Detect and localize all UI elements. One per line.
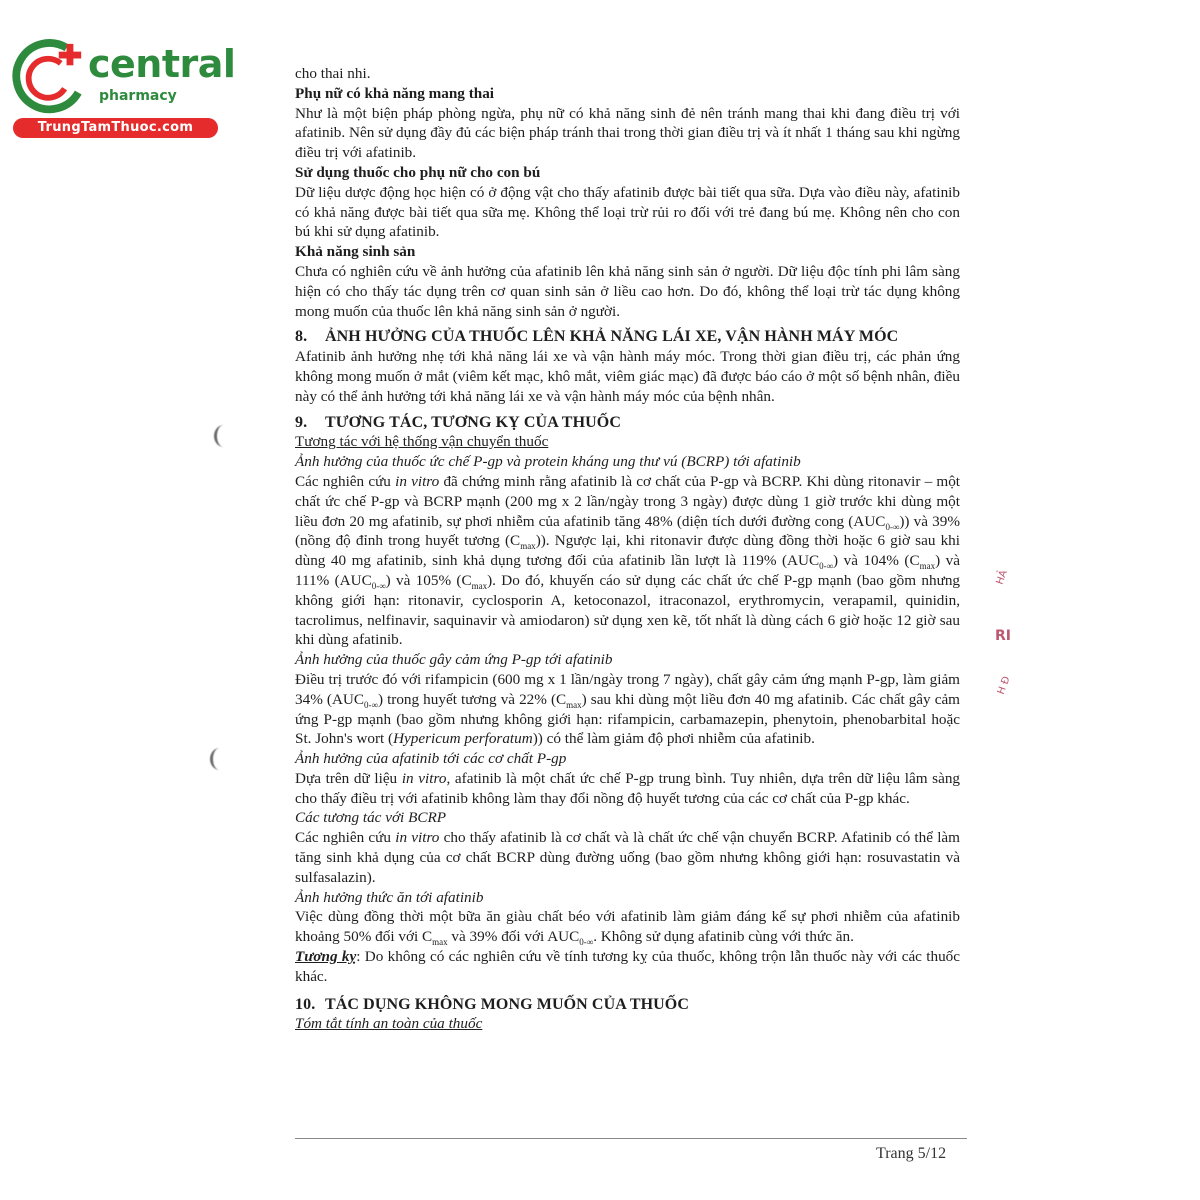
- section-10-heading: [295, 995, 960, 1015]
- subheading-fertility: Khả năng sinh sản: [295, 243, 416, 261]
- subheading-pgp-substrates: Ảnh hưởng của afatinib tới các cơ chất P-gp: [295, 750, 567, 768]
- subheading-pgp-inducers: Ảnh hưởng của thuốc gây cảm ứng P-gp tới afatinib: [295, 651, 613, 669]
- paragraph-bcrp: Các nghiên cứu in vitro cho thấy afatinib là cơ chất và là chất ức chế vận chuyển BCRP. Afatinib có thể làm tăng sinh khả dụng của cơ chất BCRP dùng đường uống (bao gồm nhưng không giới hạn: rosuvastatin và sulfasalazin).: [295, 829, 960, 886]
- paragraph: Chưa có nghiên cứu về ảnh hưởng của afatinib lên khả năng sinh sản ở người. Dữ liệu độc tính phi lâm sàng hiện có cho thấy tác dụng trên cơ quan sinh sản ở liều cao hơn. Do đó, không thể loại trừ tác dụng không mong muốn của thuốc lên khả năng sinh sản ở người.: [295, 262, 960, 320]
- punch-hole-mark: [214, 425, 233, 447]
- logo-site-badge: TrungTamThuoc.com: [13, 118, 218, 138]
- section-8-heading: [295, 327, 960, 347]
- subheading-transport: Tương tác với hệ thống vận chuyển thuốc: [295, 433, 549, 451]
- subheading-safety-summary: Tóm tắt tính an toàn của thuốc: [295, 1015, 483, 1033]
- logo-subtitle: pharmacy: [99, 88, 177, 104]
- stamp-fragment: RI: [995, 628, 1011, 644]
- paragraph: Afatinib ảnh hưởng nhẹ tới khả năng lái xe và vận hành máy móc. Trong thời gian điều trị, các phản ứng không mong muốn ở mắt (viêm kết mạc, khô mắt, viêm giác mạc) đã được báo cáo ở một số bệnh nhân, điều này có thể ảnh hưởng tới khả năng lái xe và vận hành máy móc của bệnh nhân.: [295, 348, 960, 405]
- stamp-fragment: HẢ: [994, 568, 1010, 587]
- paragraph: Dữ liệu dược động học hiện có ở động vật cho thấy afatinib được bài tiết qua sữa. Dựa vào điều này, afatinib có khả năng được bài tiết qua sữa mẹ. Không thể loại trừ rủi ro đối với trẻ đang bú mẹ. Không nên cho con bú khi sử dụng afatinib.: [295, 183, 960, 241]
- section-9-heading: [295, 413, 960, 433]
- subheading-bcrp: Các tương tác với BCRP: [295, 809, 447, 827]
- pharmacy-logo-icon: [10, 38, 88, 116]
- section-number: 10.: [295, 995, 316, 1013]
- paragraph-substrates: Dựa trên dữ liệu in vitro, afatinib là một chất ức chế P-gp trung bình. Tuy nhiên, dựa trên dữ liệu lâm sàng cho thấy điều trị với afatinib không làm thay đổi nồng độ huyết tương của các cơ chất của P-gp khác.: [295, 769, 961, 807]
- section-number: 8.: [295, 328, 308, 346]
- section-title: ẢNH HƯỞNG CỦA THUỐC LÊN KHẢ NĂNG LÁI XE, VẬN HÀNH MÁY MÓC: [325, 328, 899, 346]
- paragraph-inhibitors: Các nghiên cứu in vitro đã chứng minh rằng afatinib là cơ chất của P-gp và BCRP. Khi dùng ritonavir – một chất ức chế P-gp và BCRP mạnh (200 mg x 2 lần/ngày trong 3 ngày) được dùng 1 giờ trước khi dùng một liều đơn 20 mg afatinib, sự phơi nhiễm của afatinib tăng 48% (diện tích dưới đường cong $(AUC_{0-\infty})$) và 39% (nồng độ đỉnh trong huyết tương $(C_{max})$). Ngược lại, khi ritonavir được dùng đồng thời hoặc 6 giờ sau khi dùng 40 mg afatinib, sinh khả dụng tương đối của afatinib lần lượt là 119% $(AUC_{0-\infty})$ và 104% $(C_{max})$ và 111% $(AUC_{0-\infty})$ và 105% $(C_{max})$. Do đó, khuyến cáo sử dụng các chất ức chế P-gp mạnh (bao gồm nhưng không giới hạn: ritonavir, cyclosporin A, ketoconazol, itraconazol, erythromycin, verapamil, quinidin, tacrolimus, nelfinavir, saquinavir và amiodaron) sử dụng xen kẽ, tốt nhất là dùng cách 6 giờ hoặc 12 giờ sau khi dùng afatinib.: [295, 472, 961, 649]
- footer-divider: [295, 1138, 967, 1139]
- section-title: TƯƠNG TÁC, TƯƠNG KỴ CỦA THUỐC: [325, 413, 621, 431]
- paragraph: cho thai nhi.: [295, 65, 371, 82]
- subheading-pgp-inhibitors: Ảnh hưởng của thuốc ức chế P-gp và protein kháng ung thư vú (BCRP) tới afatinib: [295, 453, 801, 471]
- subheading-food: Ảnh hưởng thức ăn tới afatinib: [295, 888, 484, 906]
- punch-hole-mark: [210, 748, 229, 770]
- subheading-breastfeeding: Sử dụng thuốc cho phụ nữ cho con bú: [295, 163, 541, 181]
- logo-brand: central: [88, 42, 236, 86]
- paragraph: Như là một biện pháp phòng ngừa, phụ nữ có khả năng sinh đẻ nên tránh mang thai khi đang điều trị với afatinib. Nên sử dụng đầy đủ các biện pháp tránh thai trong thời gian điều trị và ít nhất 1 tháng sau khi ngừng điều trị với afatinib.: [295, 104, 960, 162]
- paragraph-incompatibility: Tương kỵ: Do không có các nghiên cứu về tính tương kỵ của thuốc, không trộn lẫn thuốc này với các thuốc khác.: [295, 948, 960, 985]
- paragraph-food: Việc dùng đồng thời một bữa ăn giàu chất béo với afatinib làm giảm đáng kể sự phơi nhiễm của afatinib khoảng 50% đối với $C_{max}$ và 39% đối với $AUC_{0-\infty}$. Không sử dụng afatinib cùng với thức ăn.: [295, 908, 960, 948]
- central-pharmacy-logo: [10, 38, 236, 138]
- section-number: 9.: [295, 413, 308, 431]
- page-number: Trang 5/12: [876, 1145, 947, 1162]
- document-page: [295, 64, 960, 1034]
- section-title: TÁC DỤNG KHÔNG MONG MUỐN CỦA THUỐC: [325, 995, 689, 1013]
- subheading-pregnancy-potential: Phụ nữ có khả năng mang thai: [295, 84, 495, 102]
- stamp-fragment: H Đ: [995, 674, 1013, 697]
- paragraph-inducers: Điều trị trước đó với rifampicin (600 mg x 1 lần/ngày trong 7 ngày), chất gây cảm ứng mạnh P-gp, làm giảm 34% $(AUC_{0-\infty})$ trong huyết tương và 22% $(C_{max})$ sau khi dùng một liều đơn 40 mg afatinib. Các chất gây cảm ứng P-gp mạnh (bao gồm nhưng không giới hạn: rifampicin, carbamazepin, phenytoin, phenobarbital hoặc St. John's wort (Hypericum perforatum)) có thể làm giảm độ phơi nhiễm của afatinib.: [295, 670, 960, 748]
